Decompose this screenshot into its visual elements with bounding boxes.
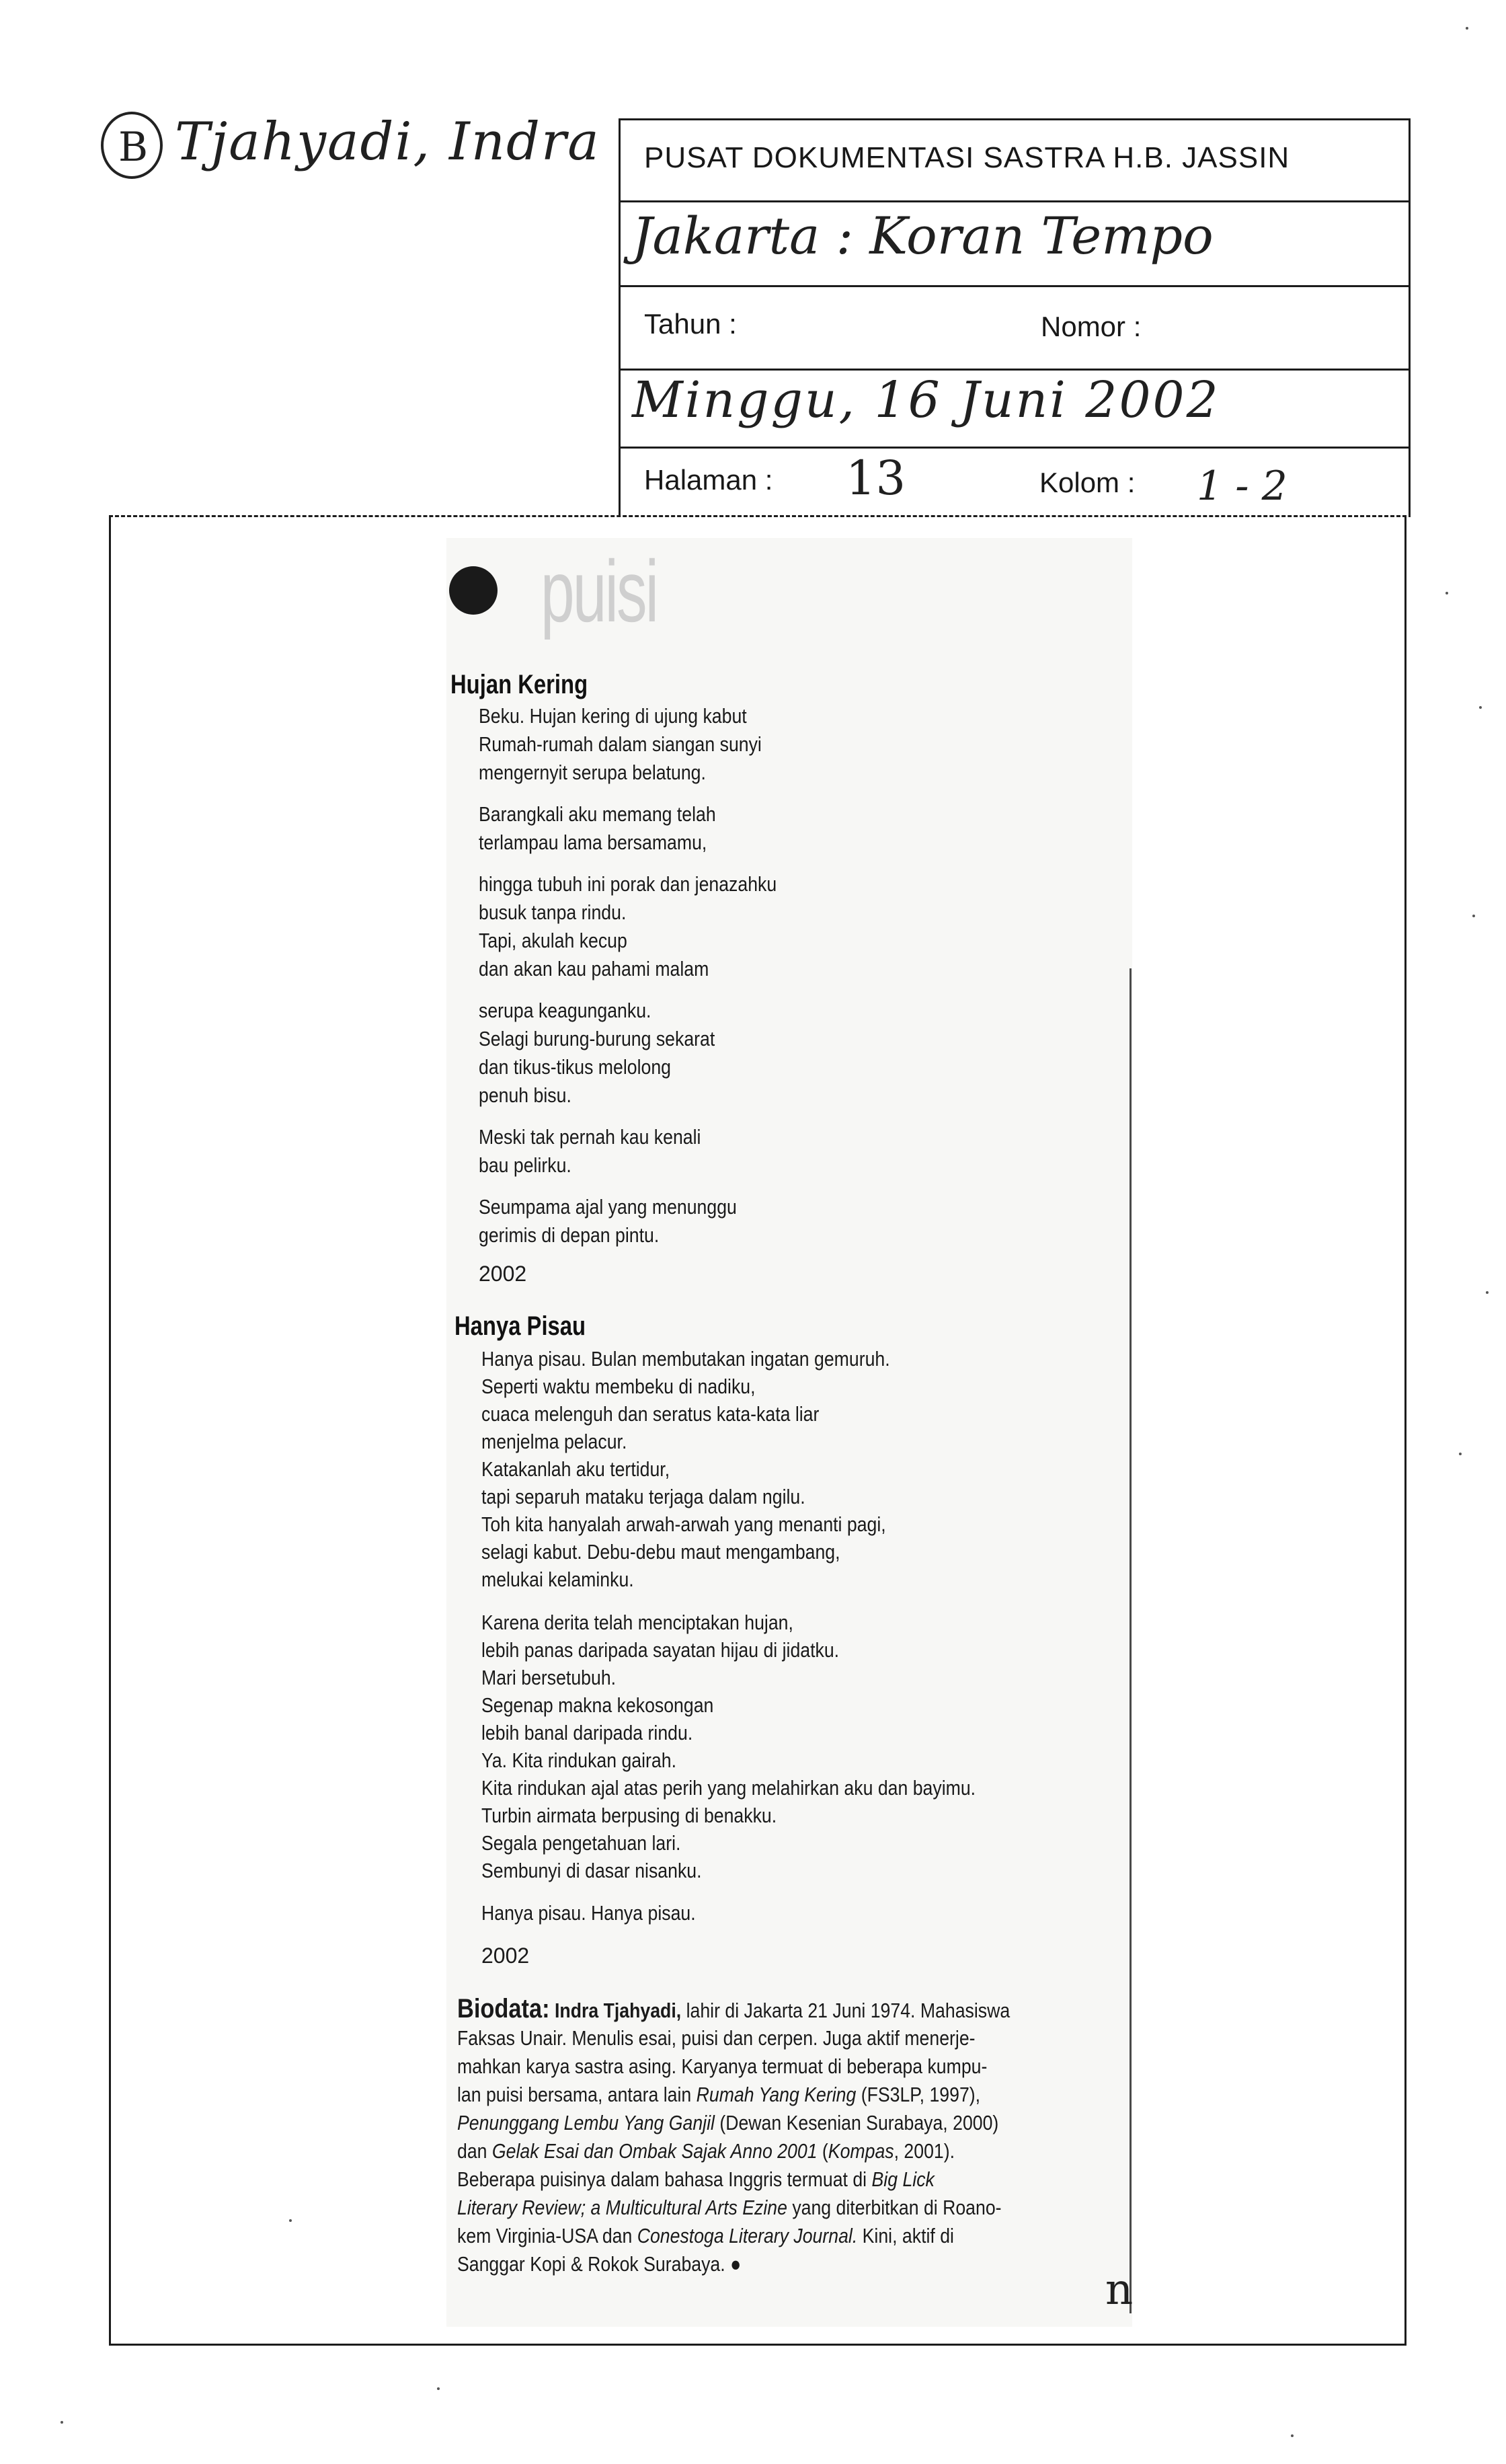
poem-line: Meski tak pernah kau kenali: [479, 1125, 701, 1149]
scan-speck: [1291, 2434, 1294, 2437]
biodata-seg: (FS3LP, 1997),: [856, 2083, 981, 2106]
biodata-seg: Kompas: [828, 2139, 894, 2163]
poem-line: lebih banal daripada rindu.: [481, 1721, 693, 1744]
biodata-seg: , 2001).: [894, 2139, 955, 2163]
biodata-line: [457, 2194, 1010, 2222]
biodata-line: [457, 2109, 1010, 2137]
poem-line: gerimis di depan pintu.: [479, 1223, 660, 1247]
scan-speck: [437, 2387, 440, 2390]
poem-line: dan tikus-tikus melolong: [479, 1055, 672, 1079]
biodata-seg: Gelak Esai dan Ombak Sajak Anno 2001: [491, 2139, 818, 2163]
header-divider: [619, 369, 1409, 371]
biodata-seg: lan puisi bersama, antara lain: [457, 2083, 697, 2106]
poem-line: Barangkali aku memang telah: [479, 802, 716, 826]
biodata-line: [457, 2081, 1010, 2109]
scan-speck: [1486, 1291, 1489, 1294]
date-handwritten: Minggu, 16 Juni 2002: [632, 371, 1220, 429]
poem-title: Hujan Kering: [450, 670, 588, 699]
poem-line: tapi separuh mataku terjaga dalam ngilu.: [481, 1485, 805, 1508]
poem-line: Seumpama ajal yang menunggu: [479, 1195, 737, 1219]
poem-line: hingga tubuh ini porak dan jenazahku: [479, 872, 777, 896]
biodata-seg: Big Lick: [871, 2167, 935, 2191]
poem-line: Turbin airmata berpusing di benakku.: [481, 1804, 777, 1827]
poem-line: Tapi, akulah kecup: [479, 929, 627, 952]
source-handwritten: Jakarta : Koran Tempo: [632, 206, 1214, 266]
poem-line: Seperti waktu membeku di nadiku,: [481, 1375, 756, 1398]
poem-line: terlampau lama bersamamu,: [479, 831, 707, 854]
scan-speck: [1479, 706, 1482, 709]
biodata-line: [457, 2250, 1010, 2278]
biodata-line: [457, 2222, 1010, 2250]
poem-line: lebih panas daripada sayatan hijau di jidatku.: [481, 1638, 840, 1662]
catalog-header-box: [619, 118, 1411, 517]
poem-line: dan akan kau pahami malam: [479, 957, 709, 980]
author-name-handwritten: Tjahyadi, Indra: [175, 112, 600, 172]
poem-line: Karena derita telah menciptakan hujan,: [481, 1611, 793, 1634]
tahun-label: Tahun :: [644, 308, 737, 340]
biodata-line: [457, 2137, 1010, 2165]
margin-pen-mark: n: [1105, 2265, 1134, 2315]
biodata-seg: Kini, aktif di: [857, 2224, 954, 2247]
halaman-label: Halaman :: [644, 464, 773, 496]
poem-line: Rumah-rumah dalam siangan sunyi: [479, 732, 762, 756]
biodata-seg: Beberapa puisinya dalam bahasa Inggris termuat di: [457, 2167, 872, 2191]
poem-line: Selagi burung-burung sekarat: [479, 1027, 715, 1050]
scan-speck: [1445, 592, 1448, 594]
circled-letter-mark: B: [101, 112, 163, 179]
header-divider: [619, 447, 1409, 449]
institution-name: PUSAT DOKUMENTASI SASTRA H.B. JASSIN: [644, 141, 1290, 174]
halaman-value: 13: [846, 451, 906, 506]
poem-line: menjelma pelacur.: [481, 1430, 627, 1453]
poem-line: Mari bersetubuh.: [481, 1666, 617, 1689]
poem-line: melukai kelaminku.: [481, 1568, 634, 1591]
biodata-line: [457, 2165, 1010, 2194]
poem-line: Ya. Kita rindukan gairah.: [481, 1748, 676, 1772]
poem-line: Kita rindukan ajal atas perih yang melahirkan aku dan bayimu.: [481, 1776, 976, 1800]
biodata-seg: Indra Tjahyadi,: [555, 1999, 682, 2022]
header-divider: [619, 285, 1409, 287]
scan-speck: [61, 2421, 63, 2424]
poem-line: penuh bisu.: [479, 1083, 571, 1107]
section-bullet: [449, 566, 498, 615]
poem-line: busuk tanpa rindu.: [479, 900, 627, 924]
poem-line: Hanya pisau. Bulan membutakan ingatan gemuruh.: [481, 1347, 890, 1371]
biodata-seg: Conestoga Literary Journal.: [637, 2224, 858, 2247]
newspaper-clipping: [446, 538, 1132, 2327]
biodata-line: [457, 2052, 1010, 2081]
section-title: puisi: [541, 542, 658, 640]
biodata-seg: (Dewan Kesenian Surabaya, 2000): [714, 2111, 999, 2134]
poem-title: Hanya Pisau: [454, 1311, 586, 1341]
poem-line: bau pelirku.: [479, 1153, 571, 1177]
poem-line: Katakanlah aku tertidur,: [481, 1457, 670, 1481]
poem-line: Toh kita hanyalah arwah-arwah yang menanti pagi,: [481, 1512, 886, 1536]
biodata-line: [457, 1995, 1010, 2024]
biodata-seg: Penunggang Lembu Yang Ganjil: [457, 2111, 715, 2134]
author-stamp: [101, 106, 612, 194]
biodata: [457, 1995, 1010, 2278]
biodata-line: [457, 2024, 1010, 2052]
poem-line: serupa keagunganku.: [479, 999, 651, 1022]
header-divider: [619, 200, 1409, 202]
scan-speck: [1472, 915, 1475, 917]
scan-speck: [1459, 1453, 1462, 1455]
nomor-label: Nomor :: [1041, 311, 1142, 342]
biodata-label: Biodata:: [457, 1994, 550, 2024]
poem-line: Segala pengetahuan lari.: [481, 1831, 681, 1855]
biodata-seg: Faksas Unair. Menulis esai, puisi dan cerpen. Juga aktif menerje-: [457, 2026, 976, 2050]
poem-line: cuaca melenguh dan seratus kata-kata liar: [481, 1402, 820, 1426]
biodata-seg: mahkan karya sastra asing. Karyanya termuat di beberapa kumpu-: [457, 2054, 988, 2078]
biodata-seg: yang diterbitkan di Roano-: [787, 2196, 1002, 2219]
poem-line: Beku. Hujan kering di ujung kabut: [479, 704, 747, 728]
poem-line: selagi kabut. Debu-debu maut mengambang,: [481, 1540, 840, 1564]
poem-line: Sembunyi di dasar nisanku.: [481, 1859, 702, 1882]
poem-line: Hanya pisau. Hanya pisau.: [481, 1901, 696, 1925]
biodata-seg: kem Virginia-USA dan: [457, 2224, 637, 2247]
poem-year: 2002: [479, 1262, 527, 1286]
biodata-seg: Literary Review; a Multicultural Arts Ezine: [457, 2196, 787, 2219]
kolom-label: Kolom :: [1039, 467, 1136, 498]
biodata-seg: Sanggar Kopi & Rokok Surabaya. ●: [457, 2252, 742, 2276]
biodata-seg: lahir di Jakarta 21 Juni 1974. Mahasiswa: [681, 1999, 1010, 2022]
biodata-seg: dan: [457, 2139, 492, 2163]
poem-line: Segenap makna kekosongan: [481, 1693, 714, 1717]
kolom-value: 1 - 2: [1197, 463, 1287, 510]
scan-speck: [289, 2219, 292, 2222]
column-rule: [1130, 968, 1132, 2313]
biodata-seg: Rumah Yang Kering: [696, 2083, 857, 2106]
poem-year: 2002: [481, 1943, 530, 1968]
poem-line: mengernyit serupa belatung.: [479, 761, 706, 784]
scan-speck: [1466, 27, 1468, 30]
biodata-seg: (: [817, 2139, 828, 2163]
